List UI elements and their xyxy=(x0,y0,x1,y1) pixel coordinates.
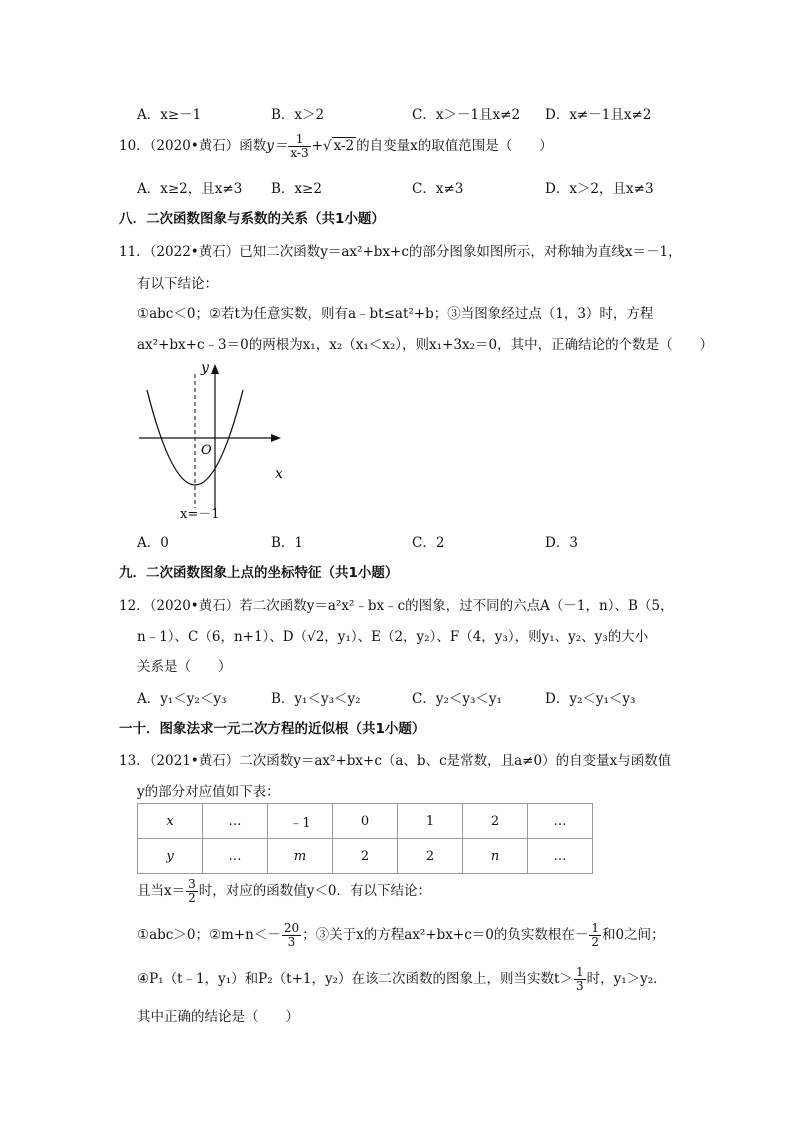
q9-option-b: B．x＞2 xyxy=(271,107,325,123)
section-8-title: 八．二次函数图象与系数的关系（共1小题） xyxy=(119,211,385,227)
q13-frac-20-3 xyxy=(282,922,301,949)
q13-line5-b: 时，y₁＞y₂． xyxy=(586,971,667,987)
q10-y-eq: y＝ xyxy=(266,138,288,154)
q10-fraction xyxy=(288,133,310,160)
q10-option-d: D．x＞2，且x≠3 xyxy=(545,181,654,197)
table-cell: 0 xyxy=(333,804,398,839)
q9-option-c: C．x＞－1且x≠2 xyxy=(412,107,521,123)
q13-line3-a: 且当x＝ xyxy=(137,883,186,899)
q12-line1: 12．（2020•黄石）若二次函数y＝a²x²﹣bx﹣c的图象，过不同的六点A（－1，n）、B（5， xyxy=(119,598,674,614)
table-row-x xyxy=(138,804,593,839)
q13-line3-b: 时，对应的函数值y＜0．有以下结论： xyxy=(198,883,431,899)
q10-plus: + xyxy=(311,138,323,154)
table-cell: 1 xyxy=(398,804,463,839)
table-cell: … xyxy=(528,804,593,839)
q11-parabola-graph xyxy=(135,360,295,520)
q12-option-a: A．y₁＜y₂＜y₃ xyxy=(137,691,227,707)
x-axis-arrow xyxy=(271,434,281,442)
q11-option-a: A．0 xyxy=(137,535,169,551)
q11-option-b: B．1 xyxy=(271,535,304,551)
q11-line1: 11．（2022•黄石）已知二次函数y＝ax²+bx+c的部分图象如图所示，对称轴为直线x＝－1， xyxy=(119,244,682,260)
frac-num: 20 xyxy=(283,921,300,935)
q13-line5-a: ④P₁（t﹣1，y₁）和P₂（t+1，y₂）在该二次函数的图象上，则当实数t＞ xyxy=(137,971,573,987)
q10-sqrt: √ x-2 xyxy=(322,138,355,154)
q13-frac-3-2 xyxy=(186,878,198,905)
table-cell: … xyxy=(203,804,268,839)
q13-frac-1-3 xyxy=(574,966,586,993)
frac-den: 2 xyxy=(188,891,196,905)
q13-line5 xyxy=(137,966,667,993)
x-label: x xyxy=(275,466,283,482)
q10-prefix: 10．（2020•黄石）函数 xyxy=(119,138,267,154)
section-10-title: 一十．图象法求一元二次方程的近似根（共1小题） xyxy=(119,721,426,737)
table-cell: … xyxy=(528,839,593,874)
frac-den: 2 xyxy=(591,935,599,949)
q10-option-b: B．x≥2 xyxy=(271,181,322,197)
q13-line1: 13．（2021•黄石）二次函数y＝ax²+bx+c（a、b、c是常数，且a≠0）的自变量x与函数值 xyxy=(119,753,672,769)
q13-line3 xyxy=(137,878,431,905)
q11-option-d: D．3 xyxy=(545,535,578,551)
q13-line6: 其中正确的结论是（ ） xyxy=(137,1009,299,1025)
table-cell: … xyxy=(203,839,268,874)
q13-frac-1-2 xyxy=(589,922,601,949)
origin-label: O xyxy=(201,443,212,458)
table-cell: 2 xyxy=(333,839,398,874)
table-cell: 2 xyxy=(398,839,463,874)
q13-line4-b: ；③关于x的方程ax²+bx+c＝0的负实数根在－ xyxy=(302,927,589,943)
q12-option-c: C．y₂＜y₃＜y₁ xyxy=(412,691,502,707)
frac-den: 3 xyxy=(287,935,296,949)
q13-value-table xyxy=(137,803,593,874)
table-cell: n xyxy=(463,839,528,874)
q9-option-a: A．x≥－1 xyxy=(137,107,202,123)
y-axis-arrow xyxy=(211,364,219,374)
q10-frac-den: x-3 xyxy=(290,146,309,160)
q13-line4-c: 和0之间； xyxy=(602,927,665,943)
q10-option-a: A．x≥2，且x≠3 xyxy=(137,181,243,197)
q11-symmetry-label: x=－1 xyxy=(180,507,220,522)
y-label: y xyxy=(201,360,209,376)
table-cell: 2 xyxy=(463,804,528,839)
q11-line4: ax²+bx+c﹣3＝0的两根为x₁，x₂（x₁＜x₂），则x₁+3x₂＝0，其中，正确结论的个数是（ ） xyxy=(137,337,714,353)
q12-option-b: B．y₁＜y₃＜y₂ xyxy=(271,691,361,707)
section-9-title: 九．二次函数图象上点的坐标特征（共1小题） xyxy=(119,565,399,581)
q11-line2: 有以下结论： xyxy=(137,276,218,292)
q10-option-c: C．x≠3 xyxy=(412,181,464,197)
table-cell: m xyxy=(268,839,333,874)
frac-num: 3 xyxy=(188,877,196,891)
q13-line2: y的部分对应值如下表： xyxy=(137,784,280,800)
table-cell: x xyxy=(138,804,203,839)
q10-sqrt-content: x-2 xyxy=(333,138,355,154)
q11-line3: ①abc＜0；②若t为任意实数，则有a﹣bt≤at²+b；③当图象经过点（1，3）时，方程 xyxy=(137,306,654,322)
frac-den: 3 xyxy=(575,979,584,993)
table-cell: y xyxy=(138,839,203,874)
frac-num: 1 xyxy=(591,921,599,935)
q12-line2: n﹣1）、C（6，n+1）、D（√2，y₁）、E（2，y₂）、F（4，y₃），则y₁、y₂、y₃的大小 xyxy=(137,629,649,645)
q13-line4-a: ①abc＞0；②m+n＜－ xyxy=(137,927,281,943)
table-row-y xyxy=(138,839,593,874)
q12-line3: 关系是（ ） xyxy=(137,659,232,675)
q10-frac-num: 1 xyxy=(288,133,310,147)
q9-option-d: D．x≠－1且x≠2 xyxy=(545,107,652,123)
q12-option-d: D．y₂＜y₁＜y₃ xyxy=(545,691,636,707)
q10-suffix: 的自变量x的取值范围是（ ） xyxy=(356,138,553,154)
q13-line4 xyxy=(137,922,665,949)
q10-stem xyxy=(119,133,553,160)
frac-num: 1 xyxy=(575,965,584,979)
q11-option-c: C．2 xyxy=(412,535,445,551)
table-cell: ﹣1 xyxy=(268,804,333,839)
